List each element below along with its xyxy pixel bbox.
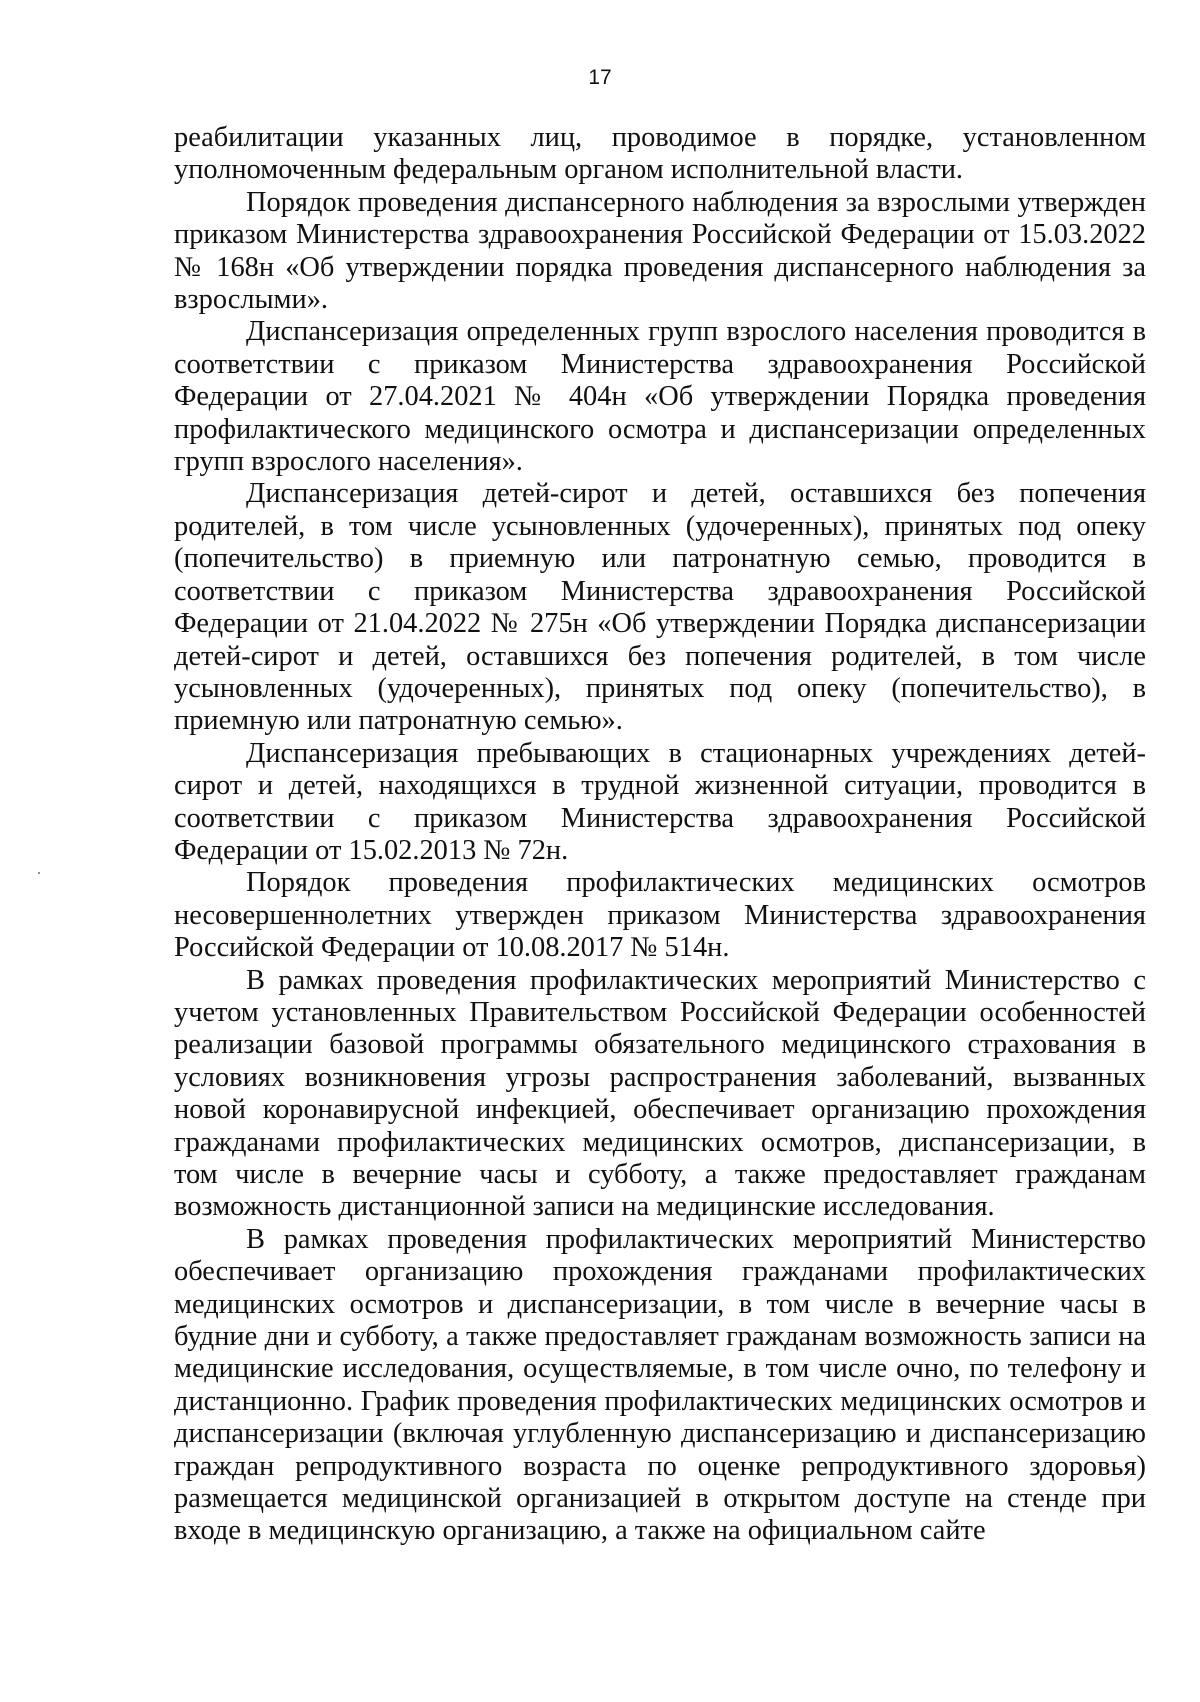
document-body [174,122,1146,1548]
paragraph-orphans-screening: Диспансеризация детей-сирот и детей, оставшихся без попечения родителей, в том числе усыновленных (удочеренных), принятых под опеку (попечительство) в приемную или патронатную семью, проводится в соответствии с приказом Министерства здравоохранения Российской Федерации от 21.04.2022 № 275н «Об утверждении Порядка диспансеризации детей-сирот и детей, оставшихся без попечения родителей, в том числе усыновленных (удочеренных), принятых под опеку (попечительство), в приемную или патронатную семью». [174,478,1146,737]
paragraph-minors-checkups: Порядок проведения профилактических медицинских осмотров несовершеннолетних утвержден приказом Министерства здравоохранения Российской Федерации от 10.08.2017 № 514н. [174,867,1146,964]
scan-speck [38,872,40,874]
paragraph-rehabilitation-continuation: реабилитации указанных лиц, проводимое в порядке, установленном уполномоченным федеральным органом исполнительной власти. [174,122,1146,186]
page-number: 17 [588,66,612,89]
paragraph-institutional-children-screening: Диспансеризация пребывающих в стационарных учреждениях детей-сирот и детей, находящихся в трудной жизненной ситуации, проводится в соответствии с приказом Министерства здравоохранения Российской Федерации от 15.02.2013 № 72н. [174,737,1146,866]
paragraph-dispensary-observation-adults: Порядок проведения диспансерного наблюдения за взрослыми утвержден приказом Министерства здравоохранения Российской Федерации от 15.03.2022 № 168н «Об утверждении порядка проведения диспансерного наблюдения за взрослыми». [174,186,1146,316]
paragraph-preventive-schedule: В рамках проведения профилактических мероприятий Министерство обеспечивает организацию прохождения гражданами профилактических медицинских осмотров и диспансеризации, в том числе в вечерние часы в будние дни и субботу, а также предоставляет гражданам возможность записи на медицинские исследования, осуществляемые, в том числе очно, по телефону и дистанционно. График проведения профилактических медицинских осмотров и диспансеризации (включая углубленную диспансеризацию и диспансеризацию граждан репродуктивного возраста по оценке репродуктивного здоровья) размещается медицинской организацией в открытом доступе на стенде при входе в медицинскую организацию, а также на официальном сайте [174,1223,1146,1547]
paragraph-adult-screening: Диспансеризация определенных групп взрослого населения проводится в соответствии с приказом Министерства здравоохранения Российской Федерации от 27.04.2021 № 404н «Об утверждении Порядка проведения профилактического медицинского осмотра и диспансеризации определенных групп взрослого населения». [174,316,1146,478]
paragraph-covid-preventive-measures: В рамках проведения профилактических мероприятий Министерство с учетом установленных Правительством Российской Федерации особенностей реализации базовой программы обязательного медицинского страхования в условиях возникновения угрозы распространения заболеваний, вызванных новой коронавирусной инфекцией, обеспечивает организацию прохождения гражданами профилактических медицинских осмотров, диспансеризации, в том числе в вечерние часы и субботу, а также предоставляет гражданам возможность дистанционной записи на медицинские исследования. [174,964,1146,1223]
